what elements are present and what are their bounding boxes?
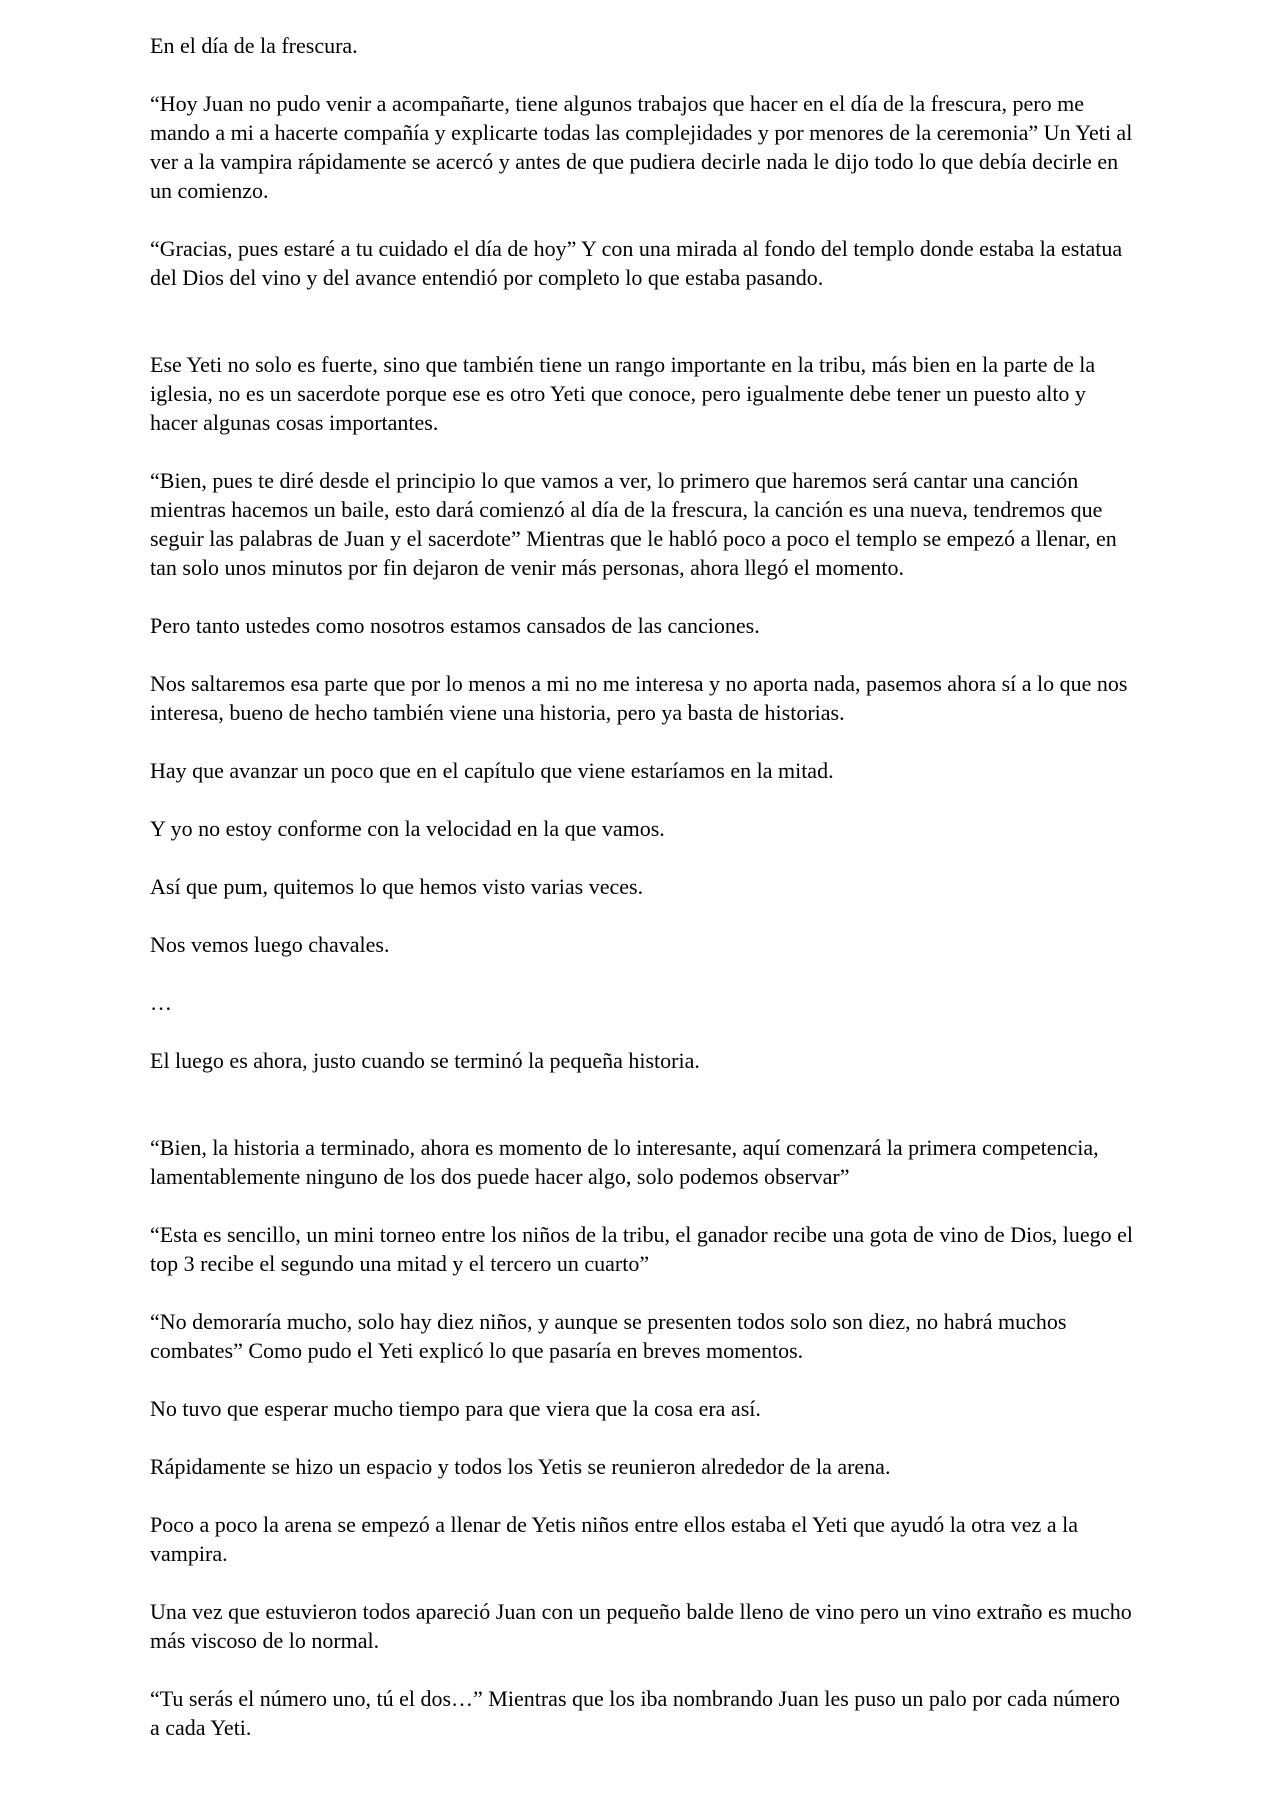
paragraph: “Gracias, pues estaré a tu cuidado el día de hoy” Y con una mirada al fondo del templo donde estaba la estatua del Dios del vino y del avance entendió por completo lo que estaba pasando. bbox=[150, 236, 1123, 290]
paragraph: Y yo no estoy conforme con la velocidad en la que vamos. bbox=[150, 816, 665, 841]
paragraph: “No demoraría mucho, solo hay diez niños, y aunque se presenten todos solo son diez, no habrá muchos combates” Como pudo el Yeti explicó lo que pasaría en breves momentos. bbox=[150, 1309, 1067, 1363]
paragraph: El luego es ahora, justo cuando se terminó la pequeña historia. bbox=[150, 1048, 700, 1073]
paragraph: Una vez que estuvieron todos apareció Juan con un pequeño balde lleno de vino pero un vino extraño es mucho más viscoso de lo normal. bbox=[150, 1599, 1132, 1653]
paragraph: Así que pum, quitemos lo que hemos visto varias veces. bbox=[150, 874, 644, 899]
paragraph: “Bien, la historia a terminado, ahora es momento de lo interesante, aquí comenzará la primera competencia, lamentablemente ninguno de los dos puede hacer algo, solo podemos observar” bbox=[150, 1135, 1099, 1189]
ellipsis-separator: … bbox=[150, 990, 172, 1015]
paragraph: Ese Yeti no solo es fuerte, sino que también tiene un rango importante en la tribu, más bien en la parte de la iglesia, no es un sacerdote porque ese es otro Yeti que conoce, pero igualmente debe tener un puesto alto y hacer algunas cosas importantes. bbox=[150, 352, 1096, 435]
paragraph: Rápidamente se hizo un espacio y todos los Yetis se reunieron alrededor de la arena. bbox=[150, 1454, 891, 1479]
paragraph: “Tu serás el número uno, tú el dos…” Mientras que los iba nombrando Juan les puso un palo por cada número a cada Yeti. bbox=[150, 1686, 1121, 1740]
paragraph: “Bien, pues te diré desde el principio lo que vamos a ver, lo primero que haremos será cantar una canción mientras hacemos un baile, esto dará comienzó al día de la frescura, la canción es una nueva, tendremos que seguir las palabras de Juan y el sacerdote” Mientras que le habló poco a poco el templo se empezó a llenar, en tan solo unos minutos por fin dejaron de venir más personas, ahora llegó el momento. bbox=[150, 468, 1117, 580]
document-text-block bbox=[150, 31, 1134, 1742]
paragraph: Pero tanto ustedes como nosotros estamos cansados de las canciones. bbox=[150, 613, 760, 638]
paragraph: Nos vemos luego chavales. bbox=[150, 932, 390, 957]
paragraph: No tuvo que esperar mucho tiempo para que viera que la cosa era así. bbox=[150, 1396, 761, 1421]
paragraph: “Esta es sencillo, un mini torneo entre los niños de la tribu, el ganador recibe una gota de vino de Dios, luego el top 3 recibe el segundo una mitad y el tercero un cuarto” bbox=[150, 1222, 1134, 1276]
paragraph: Hay que avanzar un poco que en el capítulo que viene estaríamos en la mitad. bbox=[150, 758, 834, 783]
paragraph: Nos saltaremos esa parte que por lo menos a mi no me interesa y no aporta nada, pasemos ahora sí a lo que nos interesa, bueno de hecho también viene una historia, pero ya basta de historias. bbox=[150, 671, 1128, 725]
paragraph: En el día de la frescura. bbox=[150, 33, 358, 58]
paragraph: Poco a poco la arena se empezó a llenar de Yetis niños entre ellos estaba el Yeti que ayudó la otra vez a la vampira. bbox=[150, 1512, 1078, 1566]
paragraph: “Hoy Juan no pudo venir a acompañarte, tiene algunos trabajos que hacer en el día de la frescura, pero me mando a mi a hacerte compañía y explicarte todas las complejidades y por menores de la ceremonia” Un Yeti al ver a la vampira rápidamente se acercó y antes de que pudiera decirle nada le dijo todo lo que debía decirle en un comienzo. bbox=[150, 91, 1133, 203]
